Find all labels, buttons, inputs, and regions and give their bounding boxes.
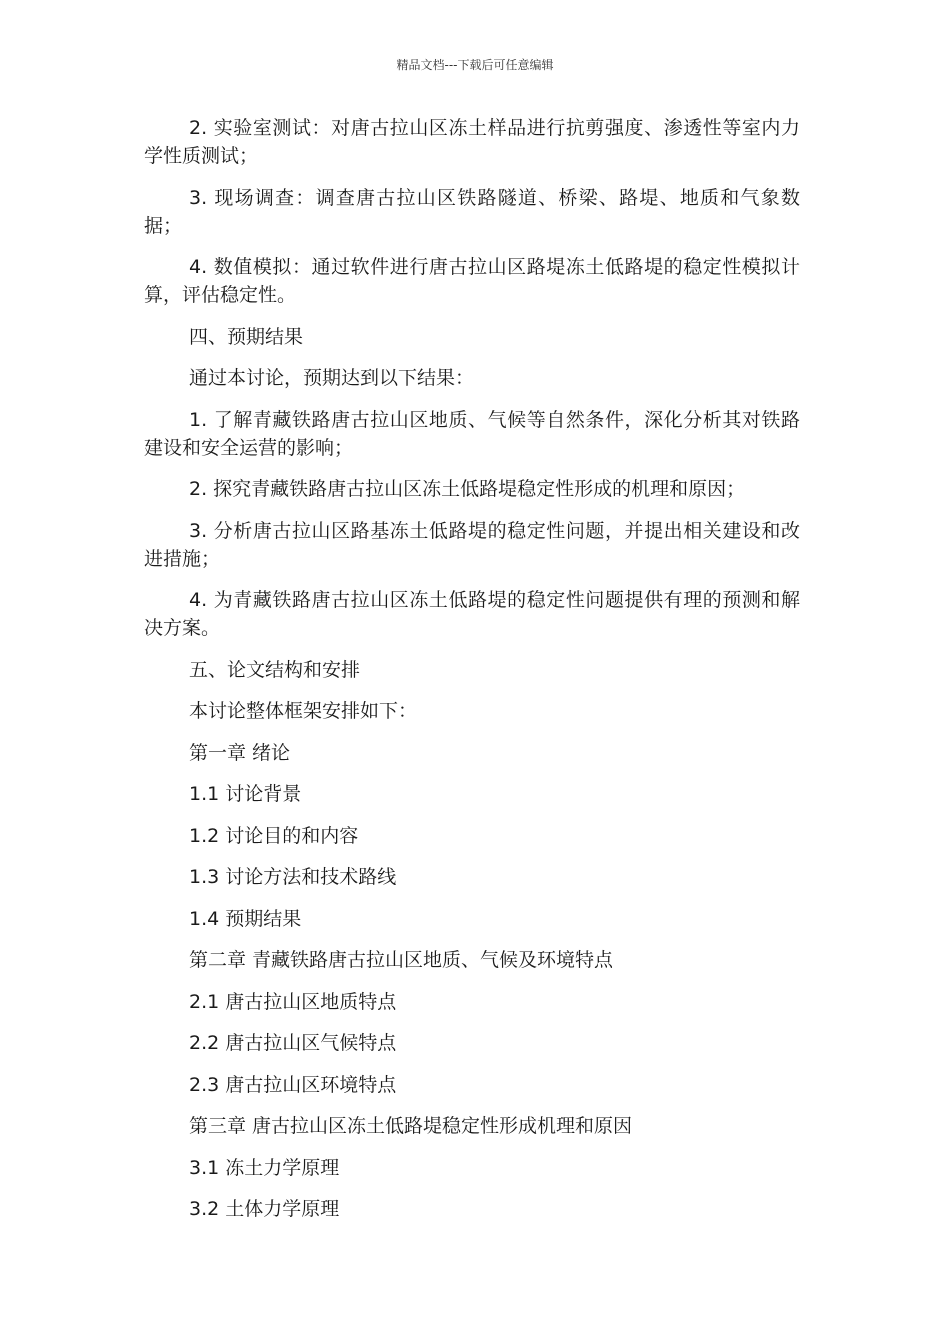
section-heading-structure: 五、论文结构和安排 (189, 658, 361, 681)
toc-item-3-2: 3.2 土体力学原理 (189, 1198, 340, 1220)
paragraph-expected-intro: 通过本讨论，预期达到以下结果： (189, 367, 475, 389)
toc-item-2-3: 2.3 唐古拉山区环境特点 (189, 1073, 397, 1096)
section-heading-expected-results: 四、预期结果 (189, 325, 304, 348)
toc-item-1-1: 1.1 讨论背景 (189, 783, 302, 805)
toc-item-1-2: 1.2 讨论目的和内容 (189, 824, 359, 847)
paragraph-expected-result-1: 1. 了解青藏铁路唐古拉山区地质、气候等自然条件，深化分析其对铁路建设和安全运营的影响； (144, 408, 800, 459)
paragraph-expected-result-2: 2. 探究青藏铁路唐古拉山区冻土低路堤稳定性形成的机理和原因； (189, 478, 746, 500)
page-header: 精品文档---下载后可任意编辑 (396, 58, 554, 72)
toc-item-1-4: 1.4 预期结果 (189, 907, 302, 930)
paragraph-method-numerical-simulation: 4. 数值模拟：通过软件进行唐古拉山区路堤冻土低路堤的稳定性模拟计算，评估稳定性。 (144, 256, 800, 306)
toc-item-3-1: 3.1 冻土力学原理 (189, 1156, 340, 1179)
paragraph-method-lab-test: 2. 实验室测试：对唐古拉山区冻土样品进行抗剪强度、渗透性等室内力学性质测试； (144, 117, 800, 167)
toc-item-1-3: 1.3 讨论方法和技术路线 (189, 866, 397, 888)
paragraph-structure-intro: 本讨论整体框架安排如下： (189, 700, 418, 722)
paragraph-expected-result-4: 4. 为青藏铁路唐古拉山区冻土低路堤的稳定性问题提供有理的预测和解决方案。 (144, 589, 800, 639)
toc-item-2-2: 2.2 唐古拉山区气候特点 (189, 1032, 397, 1054)
toc-item-2-1: 2.1 唐古拉山区地质特点 (189, 990, 397, 1013)
paragraph-method-field-survey: 3. 现场调查：调查唐古拉山区铁路隧道、桥梁、路堤、地质和气象数据； (144, 186, 800, 237)
toc-chapter-3: 第三章 唐古拉山区冻土低路堤稳定性形成机理和原因 (189, 1115, 633, 1137)
document-body (144, 114, 800, 1237)
paragraph-expected-result-3: 3. 分析唐古拉山区路基冻土低路堤的稳定性问题，并提出相关建设和改进措施； (144, 519, 800, 570)
toc-chapter-2: 第二章 青藏铁路唐古拉山区地质、气候及环境特点 (189, 949, 614, 971)
toc-chapter-1: 第一章 绪论 (189, 741, 291, 764)
